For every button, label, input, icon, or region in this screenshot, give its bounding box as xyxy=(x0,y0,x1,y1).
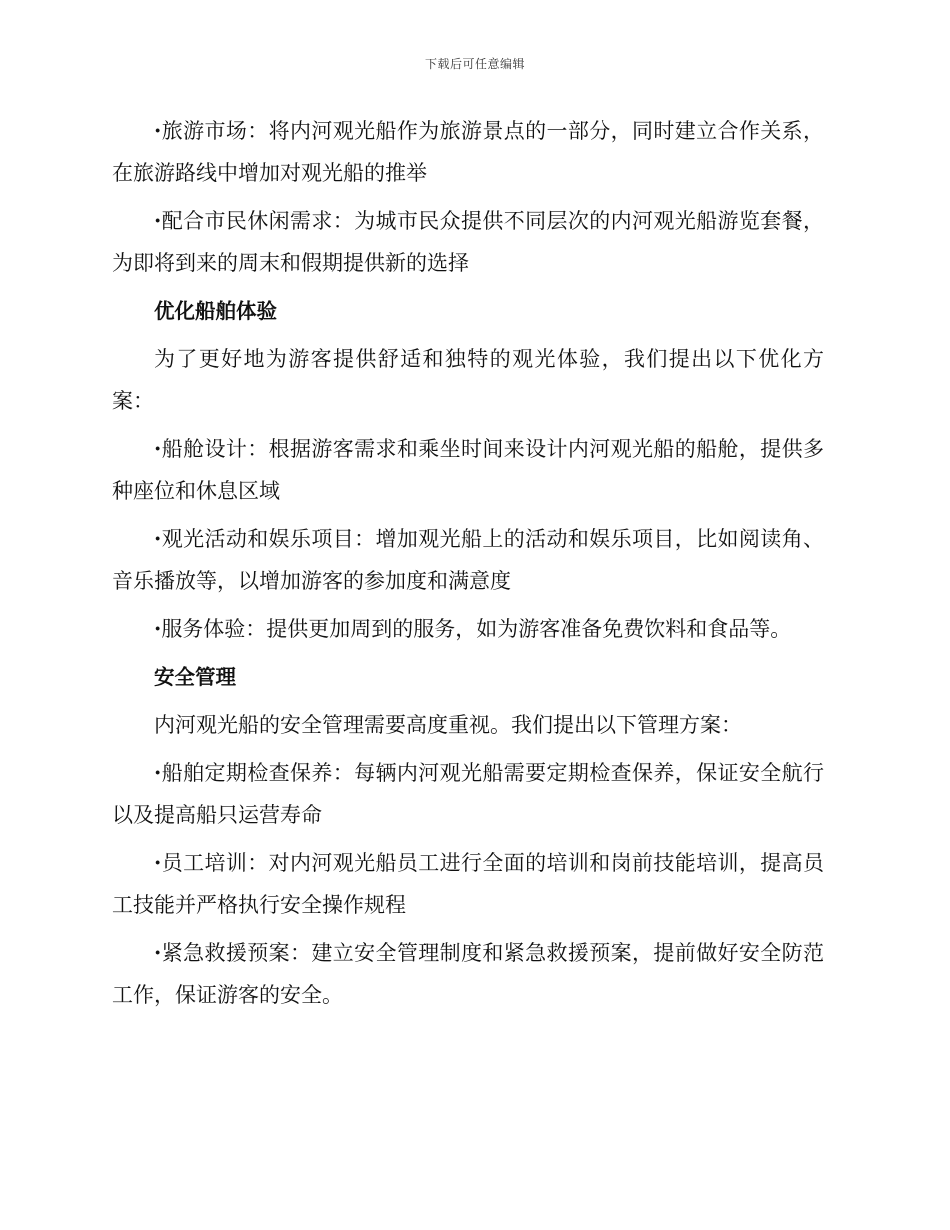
bullet-item xyxy=(112,608,824,650)
document-body xyxy=(112,110,824,1022)
bullet-mark: · xyxy=(154,118,162,143)
section-heading: 安全管理 xyxy=(154,665,236,689)
bullet-text: 旅游市场：将内河观光船作为旅游景点的一部分，同时建立合作关系，在旅游路线中增加对观光船的推举 xyxy=(112,119,824,185)
bullet-mark: · xyxy=(154,526,162,551)
bullet-mark: · xyxy=(154,436,162,461)
bullet-item xyxy=(112,842,824,926)
bullet-mark: · xyxy=(154,940,162,965)
bullet-text: 服务体验：提供更加周到的服务，如为游客准备免费饮料和食品等。 xyxy=(161,617,792,641)
body-paragraph: 为了更好地为游客提供舒适和独特的观光体验，我们提出以下优化方案： xyxy=(112,347,824,413)
bullet-text: 员工培训：对内河观光船员工进行全面的培训和岗前技能培训，提高员工技能并严格执行安全操作规程 xyxy=(112,851,824,917)
bullet-mark: · xyxy=(154,208,162,233)
page-header: 下载后可任意编辑 xyxy=(424,57,525,71)
bullet-item xyxy=(112,428,824,512)
bullet-text: 船舶定期检查保养：每辆内河观光船需要定期检查保养，保证安全航行以及提高船只运营寿命 xyxy=(112,761,824,827)
bullet-text: 配合市民休闲需求：为城市民众提供不同层次的内河观光船游览套餐，为即将到来的周末和假期提供新的选择 xyxy=(112,209,824,275)
bullet-item xyxy=(112,200,824,284)
bullet-mark: · xyxy=(154,760,162,785)
bullet-text: 紧急救援预案：建立安全管理制度和紧急救援预案，提前做好安全防范工作，保证游客的安全。 xyxy=(112,941,824,1007)
bullet-text: 船舱设计：根据游客需求和乘坐时间来设计内河观光船的船舱，提供多种座位和休息区域 xyxy=(112,437,824,503)
bullet-text: 观光活动和娱乐项目：增加观光船上的活动和娱乐项目，比如阅读角、音乐播放等，以增加游客的参加度和满意度 xyxy=(112,527,824,593)
bullet-item xyxy=(112,518,824,602)
bullet-item xyxy=(112,110,824,194)
body-paragraph: 内河观光船的安全管理需要高度重视。我们提出以下管理方案： xyxy=(154,713,742,737)
section-heading: 优化船舶体验 xyxy=(154,299,277,323)
bullet-item xyxy=(112,752,824,836)
bullet-item xyxy=(112,932,824,1016)
bullet-mark: · xyxy=(154,616,162,641)
bullet-mark: · xyxy=(154,850,162,875)
